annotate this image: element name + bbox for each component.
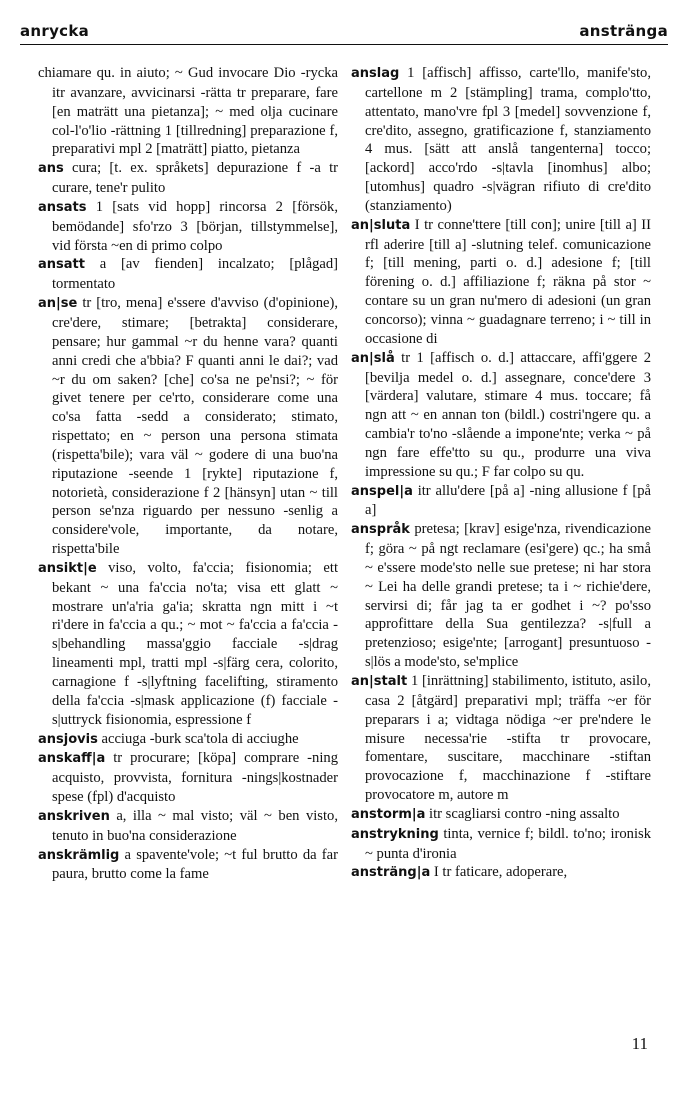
header-first-word: anrycka [20,22,90,40]
entry-text: cura; [t. ex. språkets] depurazione f -a tr curare, tene'r pulito [52,160,338,197]
entry-headword: an|stalt [351,674,408,689]
dictionary-entry [351,482,651,521]
dictionary-entry [351,349,651,482]
entry-headword: anspel|a [351,483,413,499]
entry-text: tr [tro, mena] e'ssere d'avviso (d'opinione), cre'dere, stimare; [betrakta] considerare, pensare; hur gammal ~r du henne vara? quanti anni credi che a'bbia? F quanti anni le dai?; vad ~r du om saken? [che] co'sa ne pe'nsi?; ~ för givet tenere per ce'rto, considerare come una co'sa fatta -sedd a considerato; stimato, rispettato; en ~ person una persona stimata (rispetta'bile); vara väl ~ godere di una buo'na riputazione -seende 1 [rykte] riputazione f, notorietà, considerazione f 2 [hänsyn] utan ~ till person se'nza riguardo per nessuno -senlig a considere'vole, importante, da notare, rispetta'bile [52,295,338,558]
header-last-word: anstränga [579,22,668,40]
dictionary-entry [351,863,651,883]
dictionary-entry [38,846,338,885]
entry-headword: ans [38,161,64,177]
dictionary-entry [38,198,338,256]
dictionary-entry [351,672,651,805]
entry-text: tr 1 [affisch o. d.] attaccare, affi'ggere 2 [bevilja medel o. d.] assegnare, conce'dere 3 [värdera] valutare, stimare 4 mus. toccare; få ngn att ~ en annan ton (bildl.) costri'ngere qu. a cambia'r to'no -slående a impone'nte; verka ~ på ngn fare effe'tto su qu., produrre una viva impressione su qu.; F far colpo su qu. [365,349,651,480]
entry-headword: ansats [38,199,87,215]
entry-text: a, illa ~ mal visto; väl ~ ben visto, tenuto in buo'na considerazione [52,807,338,844]
dictionary-entry [351,805,651,825]
dictionary-entry [38,730,338,750]
entry-text: pretesa; [krav] esige'nza, rivendicazione f; göra ~ på ngt reclamare (esi'gere) qc.; ha små ~ e'ssere mode'sto nelle sue pretese; ni har stora ~ Lei ha delle grandi pretese; ta i ~ richie'dere, servirsi di; får jag ta er godhet i ~? po'sso approfittare della Sua gentilezza? -s|full a pretenzioso; esige'nte; [arrogant] presuntuoso -s|lös a mode'sto, se'mplice [365,521,651,671]
entry-text: acciuga -burk sca'tola di acciughe [101,730,299,747]
entry-headword: ansatt [38,257,85,273]
page-header [20,22,668,45]
entry-text: 1 [sats vid hopp] rincorsa 2 [försök, bemödande] sfo'rzo 3 [början, tillstymmelse], vid första ~en di primo colpo [52,198,339,254]
dictionary-entry [38,807,338,846]
entry-headword: anskaff|a [38,751,106,767]
entry-headword: anspråk [351,522,410,538]
entry-text: I tr faticare, adoperare, [433,864,568,881]
entry-headword: an|se [38,296,78,312]
entry-text: itr allu'dere [på a] -ning allusione f [på a] [365,482,651,519]
page-number: 11 [631,1034,648,1053]
entry-text: tr procurare; [köpa] comprare -ning acquisto, provvista, fornitura -nings|kostnader spese (fpl) d'acquisto [52,750,338,806]
entry-text: a spavente'vole; ~t ful brutto da far paura, brutto come la fame [52,846,338,883]
entry-text: 1 [inrättning] stabilimento, istituto, asilo, casa 2 [åtgärd] preparativi mpl; träffa ~er för preparars i a; vidtaga nödiga ~er pre'ndere le misure necessa'rie -stifta tr provocare, fomentare, suscitare, macchinare -stiftan provocazione f, macchinazione f -stiftare provocatore m, autore m [365,673,651,804]
dictionary-entry [351,825,651,864]
entry-text: a [av fienden] incalzato; [plågad] tormentato [52,256,338,293]
right-column [351,64,651,883]
entry-headword: anskriven [38,808,110,824]
entry-text: I tr conne'ttere [till con]; unire [till a] II rfl aderire [till a] -slutning telef. comunicazione f; [till mening, parti o. d.] adesione f; [till förening o. d.] affiliazione f; räkna på stor ~ contare su un gran nu'mero di adesioni (un gran concorso); vinna ~ guadagnare terreno; i ~ till in occasione di [365,216,652,347]
entry-headword: ansikt|e [38,560,97,576]
dictionary-entry [351,64,651,216]
left-column [38,64,338,884]
entry-headword: ansjovis [38,731,98,747]
entry-text: itr scagliarsi contro -ning assalto [429,805,620,822]
dictionary-entry [38,294,338,559]
entry-headword: anslag [351,66,400,81]
entry-text: chiamare qu. in aiuto; ~ Gud invocare Dio -rycka itr avanzare, avvicinarsi -rätta tr preparare, fare [en maträtt una pietanza]; ~ med olja cucinare col-l'o'lio -rättning 1 [tillredning] preparazione f, preparativi mpl 2 [maträtt] piatto, pietanza [38,65,338,158]
entry-headword: anstrykning [351,826,439,842]
entry-headword: an|slå [351,350,395,366]
entry-headword: anskrämlig [38,847,120,863]
dictionary-entry [38,159,338,198]
entry-text: 1 [affisch] affisso, carte'llo, manife'sto, cartellone m 2 [stämpling] trama, complo'tto, attentato, mano'vre fpl 3 [medel] sovvenzione f, cre'dito, assegno, gratificazione f, stanziamento 4 mus. [sätt att anslå tangenterna] tocco; [ackord] acco'rdo -s|tavla [inomhus] albo; [utomhus] quadro -s|vägran rifiuto di cre'dito (stanziamento) [365,65,652,214]
dictionary-entry [38,255,338,294]
entry-headword: anstorm|a [351,806,426,822]
dictionary-entry [38,749,338,807]
dictionary-entry [38,64,338,159]
entry-headword: ansträng|a [351,865,431,881]
dictionary-entry [351,520,651,672]
entry-headword: an|sluta [351,217,411,233]
entry-text: tinta, vernice f; bildl. to'no; ironisk ~ punta d'ironia [365,825,651,862]
dictionary-entry [351,216,651,349]
entry-text: viso, volto, fa'ccia; fisionomia; ett bekant ~ una fa'ccia no'ta; visa ett glatt ~ mostrare un'a'ria ga'ia; skratta ngn mitt i ~t ri'dere in fa'ccia a qu.; ~ mot ~ fa'ccia a fa'ccia -s|behandling massa'ggio facciale -s|drag lineamenti mpl, tratti mpl -s|färg cera, colorito, carnagione f -s|lyftning facelifting, stiramento della fa'ccia -s|mask applicazione (f) facciale -s|uttryck fisionomia, espressione f [52,559,338,728]
dictionary-entry [38,559,338,730]
